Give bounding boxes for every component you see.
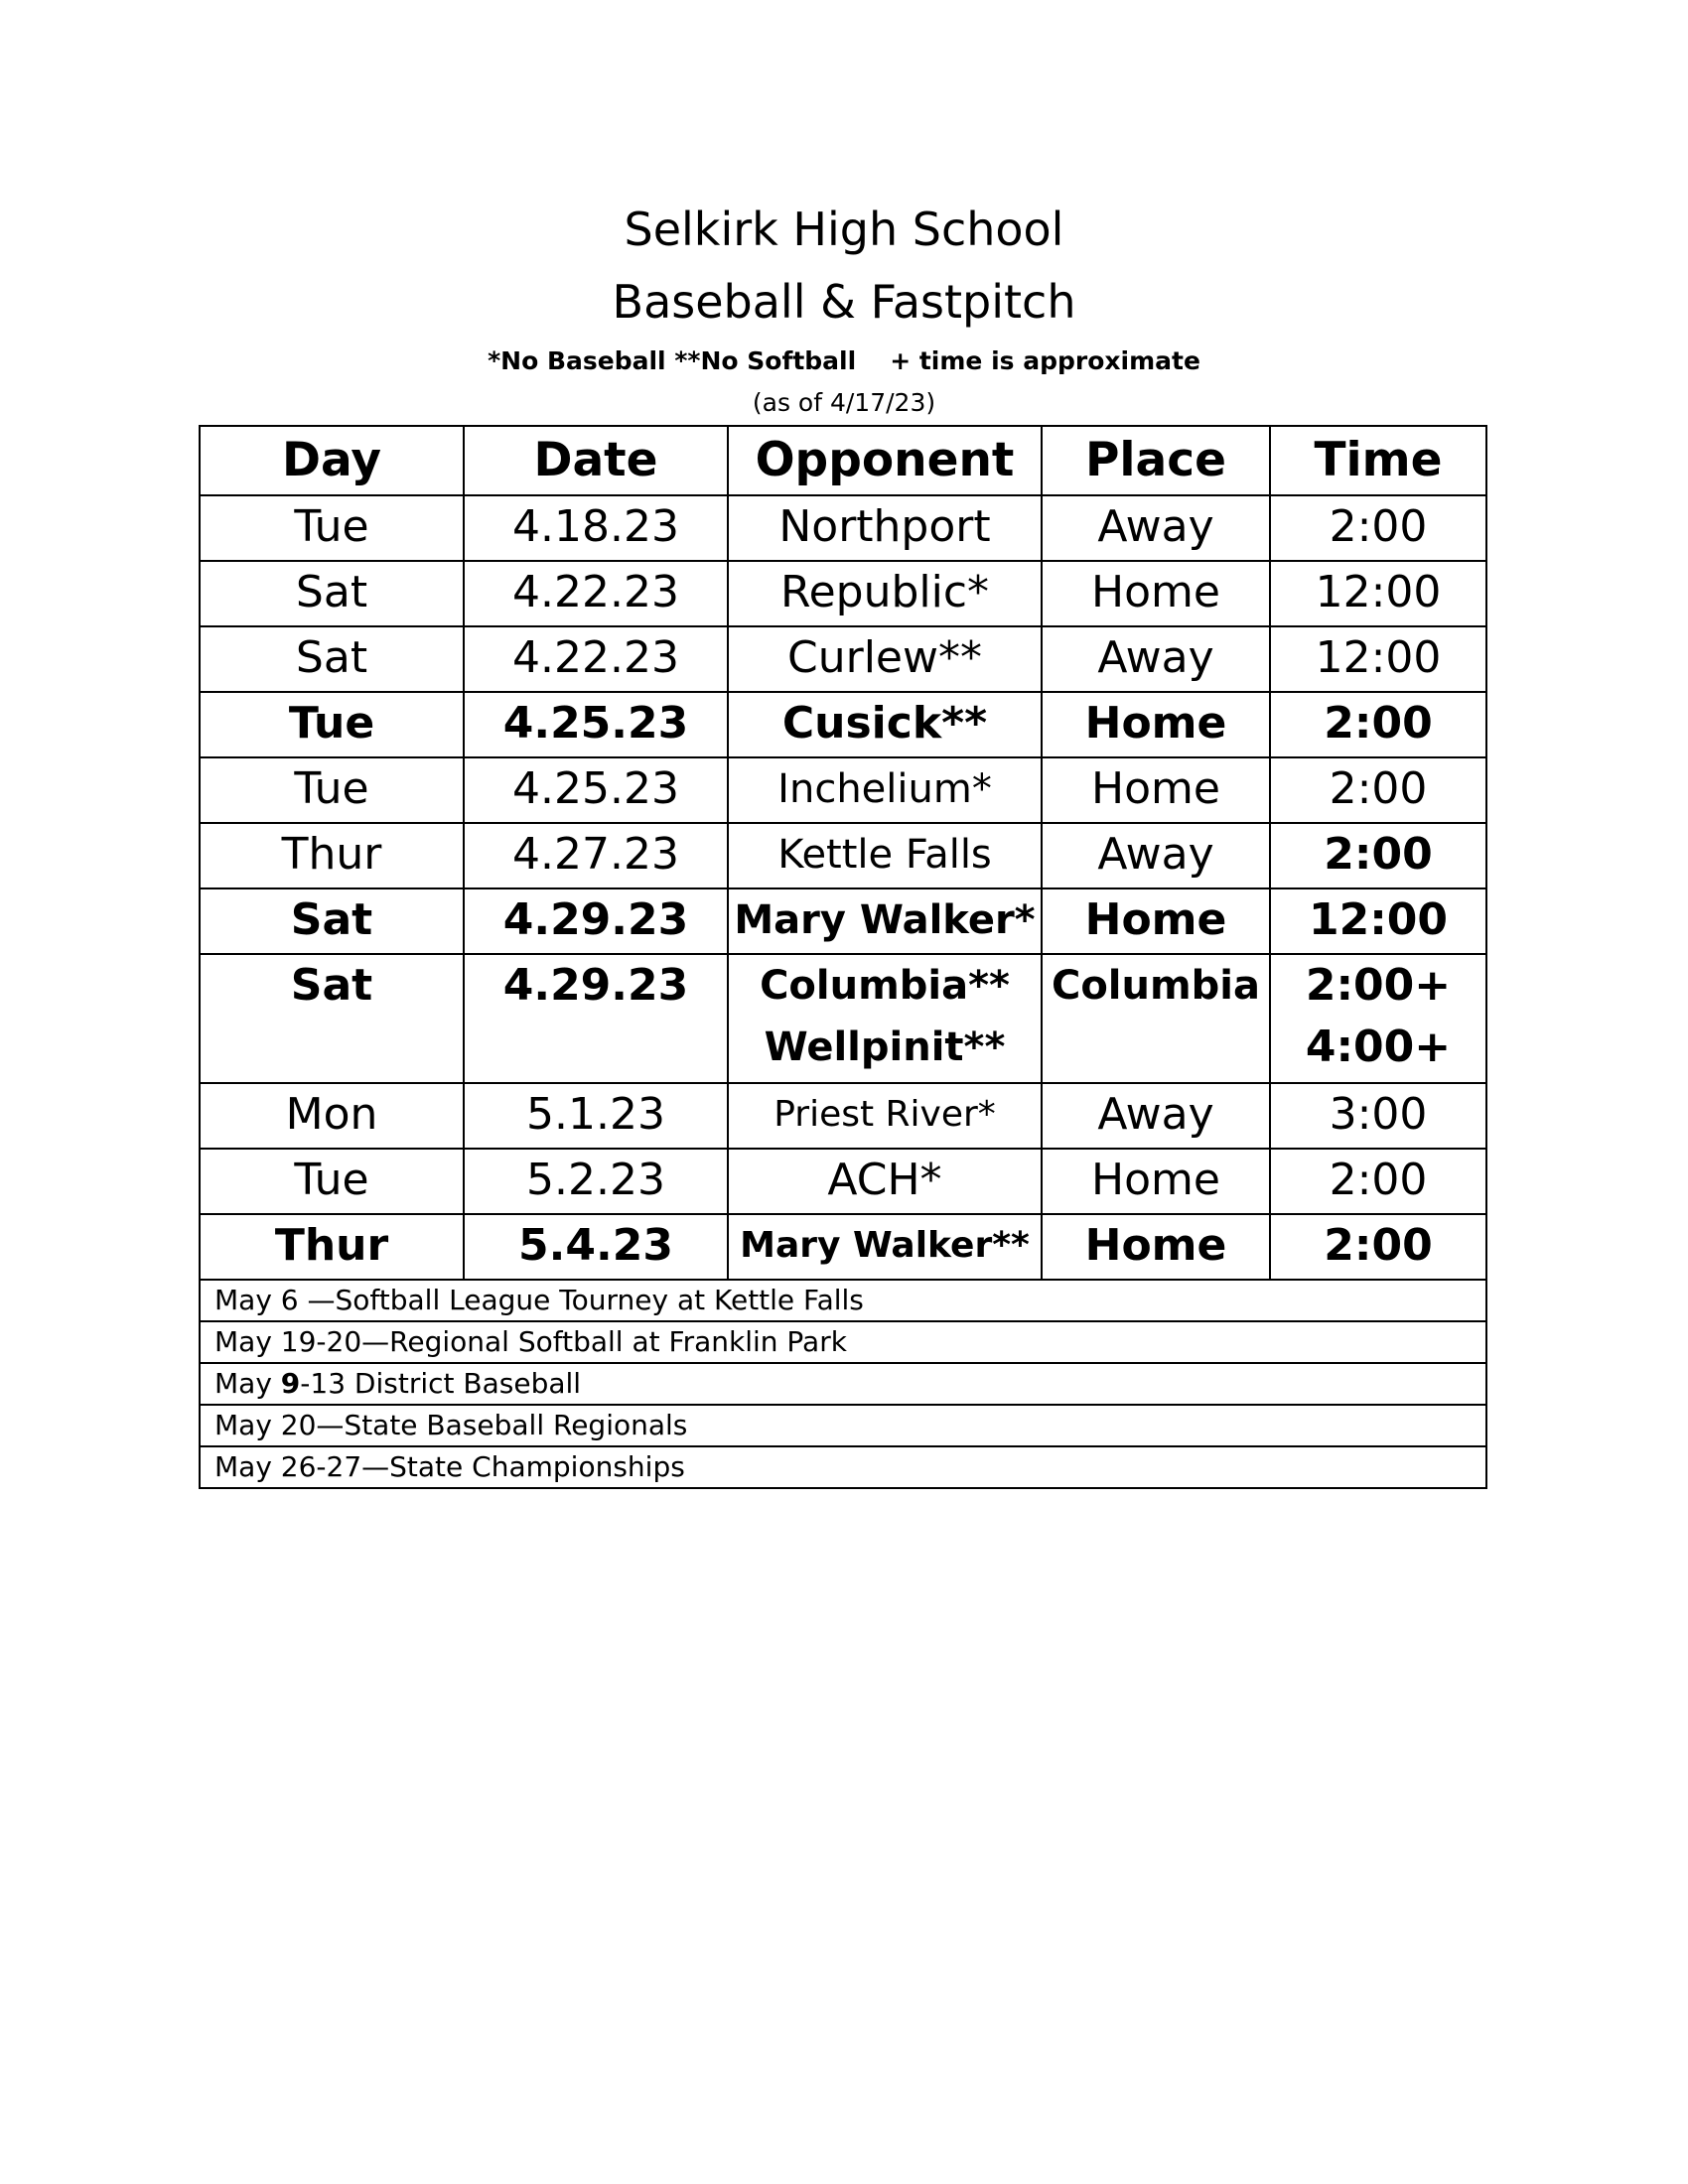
table-row — [200, 692, 1486, 757]
table-row — [200, 626, 1486, 692]
table-row — [200, 888, 1486, 954]
footnote-text: -13 District Baseball — [300, 1367, 582, 1400]
opponent-cell — [728, 954, 1042, 1083]
table-row — [200, 1149, 1486, 1214]
table-row — [200, 1083, 1486, 1149]
day-cell: Tue — [200, 692, 464, 757]
place-cell: Home — [1042, 757, 1270, 823]
date-cell: 4.27.23 — [464, 823, 728, 888]
opponent-cell: Kettle Falls — [728, 823, 1042, 888]
time-cell: 2:00 — [1270, 823, 1486, 888]
legend-approximate: + time is approximate — [890, 346, 1200, 375]
footnote-state-championships: May 26-27—State Championships — [200, 1446, 1486, 1488]
opponent-line: Columbia** — [760, 963, 1010, 1009]
table-row — [200, 823, 1486, 888]
opponent-cell: Republic* — [728, 561, 1042, 626]
header-date: Date — [464, 426, 728, 495]
time-cell: 12:00 — [1270, 561, 1486, 626]
time-cell: 2:00 — [1270, 495, 1486, 561]
day-cell: Thur — [200, 1214, 464, 1280]
footnote-regional-softball: May 19-20—Regional Softball at Franklin Park — [200, 1321, 1486, 1363]
place-cell: Away — [1042, 626, 1270, 692]
page-subtitle: Baseball & Fastpitch — [612, 275, 1076, 329]
place-cell: Home — [1042, 1149, 1270, 1214]
footnote-bold-date: 9 — [280, 1367, 301, 1400]
legend-note — [0, 348, 1688, 373]
date-cell: 5.1.23 — [464, 1083, 728, 1149]
place-cell: Home — [1042, 692, 1270, 757]
day-cell: Tue — [200, 757, 464, 823]
opponent-cell: Northport — [728, 495, 1042, 561]
opponent-cell: Mary Walker** — [728, 1214, 1042, 1280]
date-cell: 4.25.23 — [464, 757, 728, 823]
footnote-row — [200, 1363, 1486, 1405]
time-cell: 3:00 — [1270, 1083, 1486, 1149]
footnote-district-baseball — [200, 1363, 1486, 1405]
date-cell: 4.25.23 — [464, 692, 728, 757]
day-cell: Sat — [200, 626, 464, 692]
footnote-row — [200, 1321, 1486, 1363]
schedule-table — [199, 425, 1487, 1489]
footnote-softball-league: May 6 —Softball League Tourney at Kettle Falls — [200, 1280, 1486, 1321]
day-cell: Mon — [200, 1083, 464, 1149]
legend-asterisks: *No Baseball **No Softball — [488, 346, 857, 375]
date-cell: 5.2.23 — [464, 1149, 728, 1214]
opponent-cell: Inchelium* — [728, 757, 1042, 823]
opponent-cell: Priest River* — [728, 1083, 1042, 1149]
place-cell: Columbia — [1042, 954, 1270, 1083]
table-row — [200, 561, 1486, 626]
time-cell: 2:00 — [1270, 1149, 1486, 1214]
place-cell: Home — [1042, 561, 1270, 626]
time-cell — [1270, 954, 1486, 1083]
opponent-line: Wellpinit** — [764, 1024, 1006, 1070]
time-cell: 12:00 — [1270, 626, 1486, 692]
table-row — [200, 954, 1486, 1083]
time-line: 2:00+ — [1305, 960, 1452, 1011]
table-row — [200, 495, 1486, 561]
opponent-cell: ACH* — [728, 1149, 1042, 1214]
footnote-row — [200, 1280, 1486, 1321]
time-line: 4:00+ — [1305, 1022, 1452, 1072]
opponent-cell: Mary Walker* — [728, 888, 1042, 954]
time-cell: 2:00 — [1270, 757, 1486, 823]
date-cell: 4.29.23 — [464, 888, 728, 954]
place-cell: Home — [1042, 888, 1270, 954]
footnote-row — [200, 1405, 1486, 1446]
day-cell: Sat — [200, 888, 464, 954]
header-row — [200, 426, 1486, 495]
date-cell: 4.22.23 — [464, 561, 728, 626]
header-opponent: Opponent — [728, 426, 1042, 495]
header-place: Place — [1042, 426, 1270, 495]
footnote-text: May — [214, 1367, 281, 1400]
date-cell: 4.18.23 — [464, 495, 728, 561]
time-cell: 12:00 — [1270, 888, 1486, 954]
place-cell: Away — [1042, 823, 1270, 888]
place-cell: Home — [1042, 1214, 1270, 1280]
time-cell: 2:00 — [1270, 692, 1486, 757]
footnote-state-regionals: May 20—State Baseball Regionals — [200, 1405, 1486, 1446]
day-cell: Tue — [200, 1149, 464, 1214]
header-time: Time — [1270, 426, 1486, 495]
opponent-cell: Cusick** — [728, 692, 1042, 757]
opponent-cell: Curlew** — [728, 626, 1042, 692]
table-row — [200, 757, 1486, 823]
as-of-date: (as of 4/17/23) — [752, 388, 936, 417]
day-cell: Tue — [200, 495, 464, 561]
date-cell: 5.4.23 — [464, 1214, 728, 1280]
page-title: Selkirk High School — [624, 203, 1064, 256]
date-cell: 4.29.23 — [464, 954, 728, 1083]
place-cell: Away — [1042, 495, 1270, 561]
place-cell: Away — [1042, 1083, 1270, 1149]
table-row — [200, 1214, 1486, 1280]
header-day: Day — [200, 426, 464, 495]
day-cell: Sat — [200, 954, 464, 1083]
footnote-row — [200, 1446, 1486, 1488]
date-cell: 4.22.23 — [464, 626, 728, 692]
time-cell: 2:00 — [1270, 1214, 1486, 1280]
day-cell: Thur — [200, 823, 464, 888]
day-cell: Sat — [200, 561, 464, 626]
